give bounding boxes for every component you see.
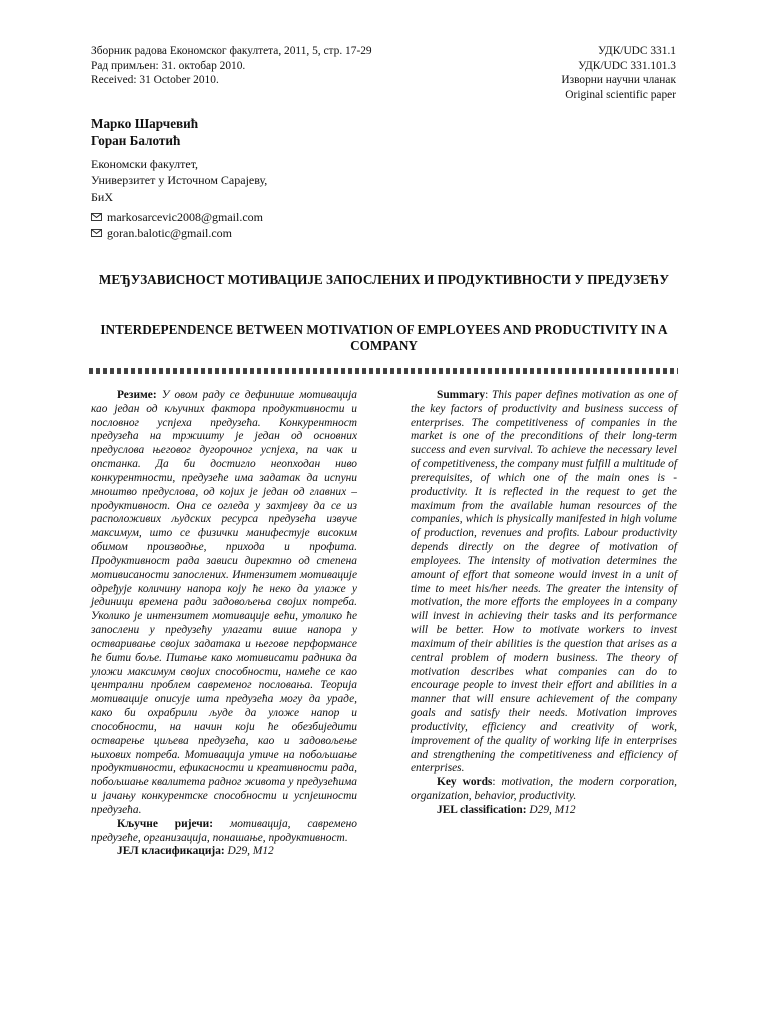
email-row bbox=[91, 209, 263, 225]
keywords-serbian bbox=[91, 818, 357, 846]
journal-header-right bbox=[561, 44, 676, 102]
author-name: Марко Шарчевић bbox=[91, 116, 199, 131]
article-type-en: Original scientific paper bbox=[565, 88, 676, 101]
keywords-label: Кључне ријечи: bbox=[117, 817, 214, 830]
abstract-serbian-column bbox=[91, 389, 357, 859]
abstract-label: Summary bbox=[437, 389, 486, 401]
email-link[interactable]: markosarcevic2008@gmail.com bbox=[107, 210, 263, 224]
jel-english bbox=[411, 804, 677, 818]
affiliation-line: Универзитет у Источном Сарајеву, bbox=[91, 173, 268, 188]
envelope-icon bbox=[91, 213, 102, 221]
affiliation-line: БиХ bbox=[91, 189, 113, 204]
udc-code-2: УДК/UDC 331.101.3 bbox=[578, 59, 676, 72]
email-list bbox=[91, 209, 263, 242]
jel-codes: D29, M12 bbox=[529, 803, 576, 816]
affiliation-line: Економски факултет, bbox=[91, 157, 199, 171]
abstract-english: Summary: This paper defines motivation as one of the key factors of productivity and business success of enterprises. The competitiveness of companies in the market is one of the preconditions of their long-term success and even survival. To achieve the necessary level of competitiveness, the company must fulfill a multitude of prerequisites, of which one of the main ones is - productivity. It is reflected in the request to get the maximum from the available human resources of the companies, which is physically manifested in high volume of production, revenues and profits. Labour productivity depends directly on the degree of motivation of employees. The intensity of motivation determines the amount of effort that someone would invest in a unit of time to meet his/her needs. The greater the intensity of motivation, the more efforts the employees in a company will invest in achieving their tasks and its performance will be better. How to motivate workers to invest maximum of their abilities is the question that arises as a central problem of modern business. The theory of motivation describes what companies can do to encourage people to invest their effort and abilities in a manner that will ensure achievement of the company goals and satisfy their needs. Motivation improves productivity, efficiency and creativity of work, improvement of the quality of working life in enterprises and strengthening the competitiveness and efficiency of enterprises. bbox=[411, 389, 677, 775]
keywords-text: motivation, the modern corporation, organization, behavior, productivity. bbox=[411, 776, 677, 803]
abstract-label: Резиме: bbox=[117, 389, 157, 401]
keywords-text: мотивација, савремено предузеће, организација, понашање, продуктивност. bbox=[91, 817, 357, 844]
received-date-en: Received: 31 October 2010. bbox=[91, 74, 219, 87]
jel-label: ЈЕЛ класификација: bbox=[117, 845, 225, 858]
author-list bbox=[91, 116, 198, 149]
received-date-sr: Рад примљен: 31. октобар 2010. bbox=[91, 59, 246, 72]
article-type-sr: Изворни научни чланак bbox=[561, 74, 676, 87]
envelope-icon bbox=[91, 229, 102, 237]
author-name: Горан Балотић bbox=[91, 132, 181, 148]
abstract-serbian bbox=[91, 389, 357, 818]
jel-codes: D29, M12 bbox=[227, 845, 274, 858]
udc-code-1: УДК/UDC 331.1 bbox=[598, 45, 676, 57]
journal-citation: Зборник радова Економског факултета, 2011, 5, стр. 17-29 bbox=[91, 45, 372, 57]
abstract-text: This paper defines motivation as one of the key factors of productivity and business success of enterprises. The competitiveness of companies in the market is one of the preconditions of their long-term success and even survival. To achieve the necessary level of competitiveness, the company must fulfill a multitude of prerequisites, of which one of the main ones is - productivity. It is reflected in the request to get the maximum from the available human resources of the companies, which is physically manifested in high volume of production, revenues and profits. Labour productivity depends directly on the degree of motivation of employees. The intensity of motivation determines the amount of effort that someone would invest in a unit of time to meet his/her needs. The greater the intensity of motivation, the more efforts the employees in a company will invest in achieving their tasks and its performance will be better. How to motivate workers to invest maximum of their abilities is the question that arises as a central problem of modern business. The theory of motivation describes what companies can do to encourage people to invest their effort and abilities in a manner that will ensure achievement of the company goals and satisfy their needs. Motivation improves productivity, efficiency and creativity of work, improvement of the quality of working life in enterprises and strengthening the competitiveness and efficiency of enterprises. bbox=[411, 389, 677, 775]
paper-title-serbian: МЕЂУЗАВИСНОСТ МОТИВАЦИЈЕ ЗАПОСЛЕНИХ И ПРОДУКТИВНОСТИ У ПРЕДУЗЕЋУ bbox=[98, 272, 670, 287]
abstract-english-column bbox=[411, 389, 677, 818]
paper-title-english: INTERDEPENDENCE BETWEEN MOTIVATION OF EMPLOYEES AND PRODUCTIVITY IN A COMPANY bbox=[100, 322, 668, 354]
email-row bbox=[91, 225, 263, 241]
jel-label: JEL classification: bbox=[437, 803, 527, 816]
email-link[interactable]: goran.balotic@gmail.com bbox=[107, 226, 233, 241]
journal-header-left bbox=[91, 44, 372, 88]
abstract-text: У овом раду се дефинише мотивација као један од кључних фактора продуктивности и пословног успјеха предузећа. Конкурентност предузећа на тржишту је један од основних предуслова његовог дугорочног успјеха, па чак и опстанка. Да би достигло неопходан ниво конкурентности, предузеће има задатак да испуни мноштво предуслова, од којих је један од главних – продуктивност. Она се огледа у захтјеву да се из расположивих људских ресурса предузећа извуче максимум, што се физички манифестује високим обимом производње, прихода и профита. Продуктивност рада зависи директно од степена мотивисаности запослених. Интензитет мотивације одређује количину напора коју ће неко да улаже у јединици времена ради задовољења својих потреба. Уколико је интензитет мотивације већи, утолико ће запослени у предузећу улагати више напора у остваривање својих задатака и његове перформансе ће бити боље. Питање како мотивисати радника да уложи максимум својих способности, намеће се као централни проблем савременог пословања. Теорија мотивације описује шта предузећа могу да ураде, како би охрабрили људе да уложе напор и способности, на начин који ће обезбиједити остварење циљева предузећа, као и задовољење њихових потреба. Мотивација утиче на побољшање продуктивности, ефикасности и креативности рада, побољшање квалитета радног живота у предузећима и јачању конкурентске способности и успјешности предузећа. bbox=[91, 389, 357, 816]
keywords-label: Key words bbox=[437, 776, 493, 789]
section-divider bbox=[89, 368, 678, 374]
jel-serbian bbox=[91, 845, 357, 859]
keywords-english: Key words: motivation, the modern corporation, organization, behavior, productivity. bbox=[411, 776, 677, 803]
affiliation bbox=[91, 156, 267, 205]
